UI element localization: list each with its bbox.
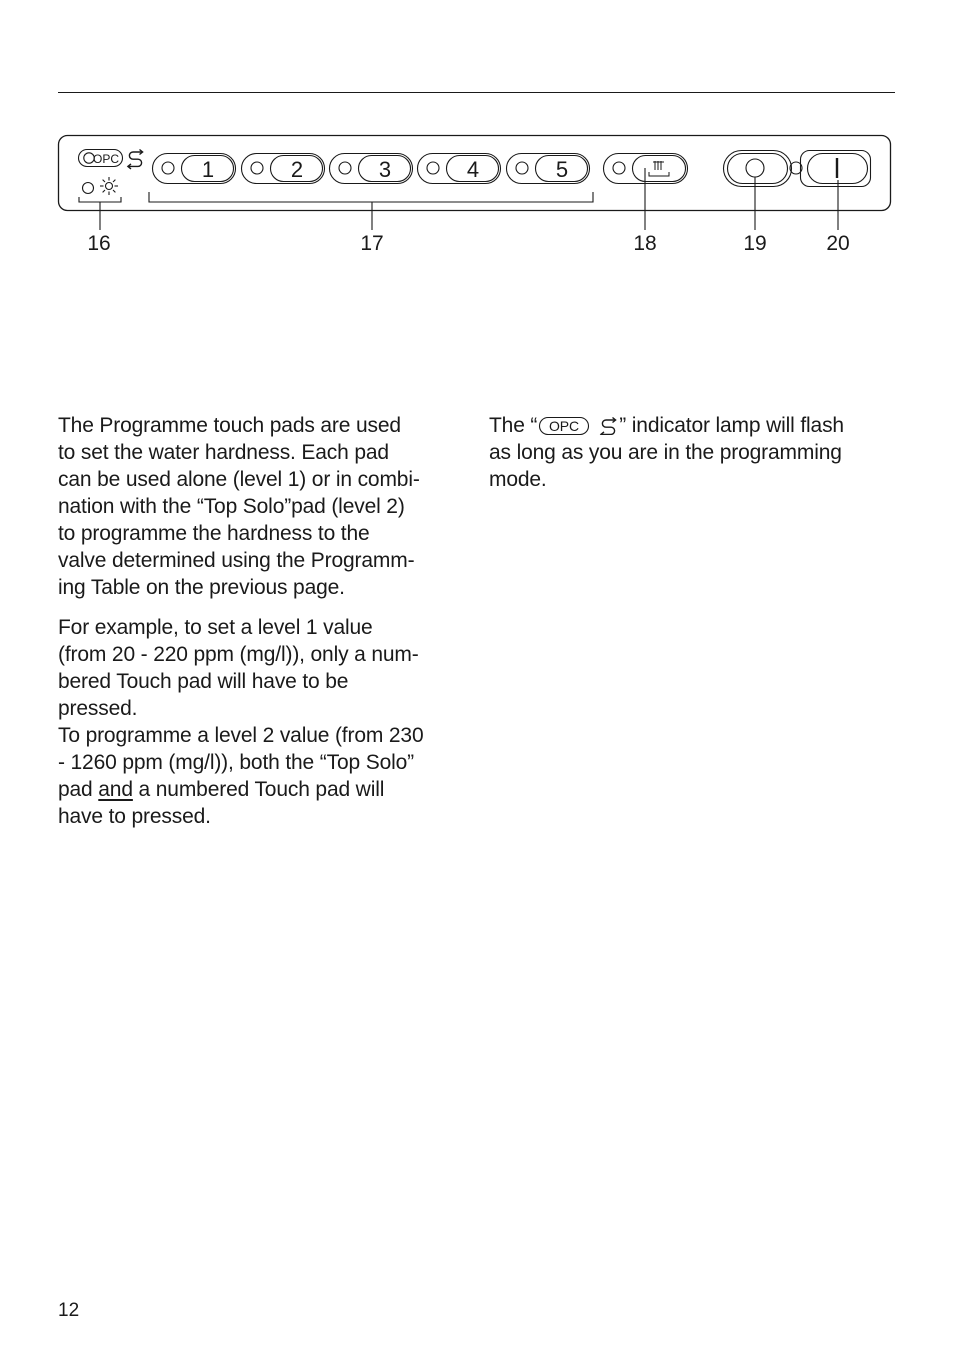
callout-18: 18	[633, 232, 657, 255]
text-fragment: a numbered Touch pad will	[132, 778, 385, 801]
text-line	[489, 412, 894, 439]
programme-pad-5[interactable]	[507, 154, 590, 184]
paragraph-indicator-lamp	[489, 412, 894, 493]
power-switch[interactable]	[801, 151, 871, 187]
page-number: 12	[58, 1300, 80, 1321]
paragraph-touch-pads	[58, 412, 463, 601]
start-button-icon	[746, 159, 764, 177]
paragraph-example	[58, 614, 463, 830]
text-line: (from 20 - 220 ppm (mg/l)), only a num-	[58, 643, 419, 666]
text-line: To programme a level 2 value (from 230	[58, 724, 424, 747]
text-line: ing Table on the previous page.	[58, 576, 345, 599]
text-line: have to pressed.	[58, 805, 211, 828]
underlined-and: and	[98, 778, 133, 801]
salt-indicator	[83, 177, 119, 195]
opc-indicator	[79, 150, 123, 167]
programme-pad-label: 5	[555, 157, 569, 182]
bracket-16	[79, 197, 121, 230]
top-solo-icon	[649, 161, 669, 176]
refresh-arrows-icon	[128, 150, 143, 169]
text-line: pressed.	[58, 697, 138, 720]
sun-icon	[100, 177, 118, 195]
text-line: For example, to set a level 1 value	[58, 616, 373, 639]
text-line: nation with the “Top Solo”pad (level 2)	[58, 495, 405, 518]
callout-17: 17	[360, 232, 384, 255]
callout-16: 16	[87, 232, 111, 255]
text-line: can be used alone (level 1) or in combi-	[58, 468, 420, 491]
programme-pad-label: 1	[201, 157, 215, 182]
left-column	[58, 412, 463, 843]
callout-19: 19	[743, 232, 767, 255]
text-line: to set the water hardness. Each pad	[58, 441, 389, 464]
text-line: as long as you are in the programming	[489, 441, 842, 464]
callout-20: 20	[826, 232, 850, 255]
text-line	[58, 776, 463, 803]
text-fragment: ” indicator lamp will flash	[619, 414, 844, 437]
programme-pad-label: 4	[466, 157, 480, 182]
programme-pad-2[interactable]	[242, 154, 325, 184]
text-line: The Programme touch pads are used	[58, 414, 401, 437]
opc-inline-label: OPC	[549, 418, 580, 434]
programme-pad-label: 2	[290, 157, 304, 182]
start-button[interactable]	[724, 151, 792, 187]
text-line: valve determined using the Programm-	[58, 549, 415, 572]
text-line: mode.	[489, 468, 547, 491]
programme-pad-label: 3	[378, 157, 392, 182]
text-line: - 1260 ppm (mg/l)), both the “Top Solo”	[58, 751, 414, 774]
text-fragment: pad	[58, 778, 99, 801]
programme-pad-1[interactable]	[153, 154, 236, 184]
text-line: bered Touch pad will have to be	[58, 670, 349, 693]
opc-label: OPC	[92, 152, 120, 166]
text-fragment: The “	[489, 414, 538, 437]
control-panel-diagram	[0, 0, 954, 280]
programme-pad-4[interactable]	[418, 154, 501, 184]
programme-pad-3[interactable]	[330, 154, 413, 184]
opc-refresh-inline-icon	[537, 415, 619, 435]
right-column	[489, 412, 894, 506]
text-line: to programme the hardness to the	[58, 522, 370, 545]
